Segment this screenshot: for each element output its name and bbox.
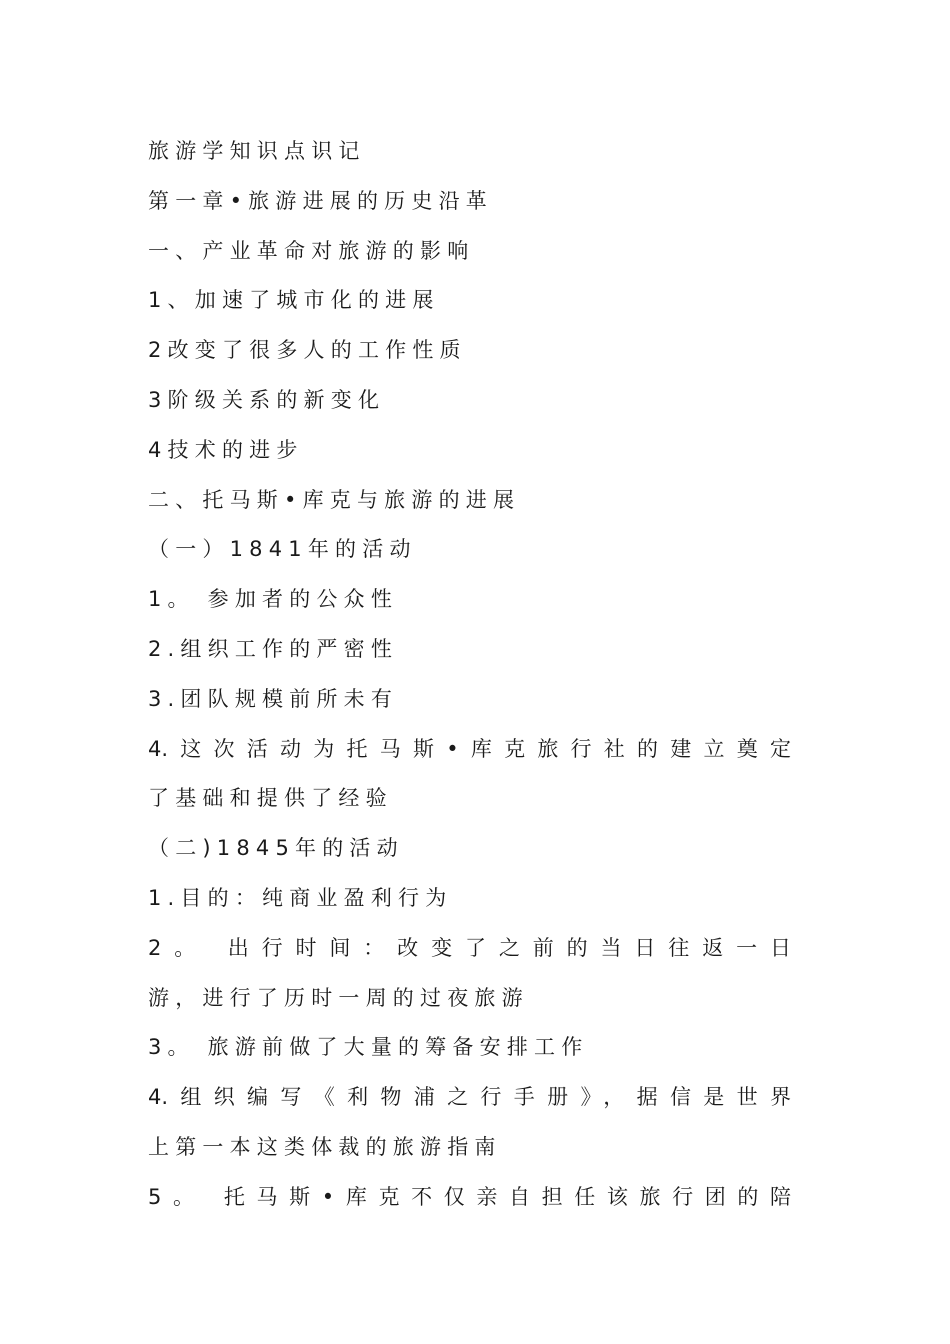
document-body [148, 127, 798, 1223]
list-item: 4技术的进步 [148, 437, 304, 462]
list-item: 2。 出行时间：改变了之前的当日往返一日 [148, 935, 791, 960]
list-item: 3.团队规模前所未有 [148, 686, 399, 711]
list-item: 1.目的：纯商业盈利行为 [148, 885, 453, 910]
subsection-heading: （一）1841年的活动 [148, 537, 417, 562]
list-item-continuation: 游，进行了历时一周的过夜旅游 [148, 985, 529, 1010]
list-item: 1。 参加者的公众性 [148, 587, 399, 612]
list-item: 2.组织工作的严密性 [148, 636, 399, 661]
subsection-heading: （二)1845年的活动 [148, 836, 404, 861]
list-item: 4.组织编写《利物浦之行手册》，据信是世界 [148, 1085, 791, 1110]
list-item: 3。 旅游前做了大量的筹备安排工作 [148, 1035, 589, 1060]
list-item: 5。 托马斯•库克不仅亲自担任该旅行团的陪 [148, 1184, 791, 1209]
section-heading: 二、托马斯•库克与旅游的进展 [148, 487, 521, 512]
list-item: 2改变了很多人的工作性质 [148, 338, 467, 363]
document-title: 旅游学知识点识记 [148, 139, 366, 163]
section-heading: 一、产业革命对旅游的影响 [148, 238, 475, 263]
list-item: 1、加速了城市化的进展 [148, 288, 440, 313]
list-item: 4.这次活动为托马斯•库克旅行社的建立奠定 [148, 736, 791, 761]
list-item-continuation: 上第一本这类体裁的旅游指南 [148, 1134, 502, 1159]
list-item: 3阶级关系的新变化 [148, 387, 386, 412]
chapter-heading: 第一章•旅游进展的历史沿革 [148, 188, 493, 213]
list-item-continuation: 了基础和提供了经验 [148, 786, 393, 811]
